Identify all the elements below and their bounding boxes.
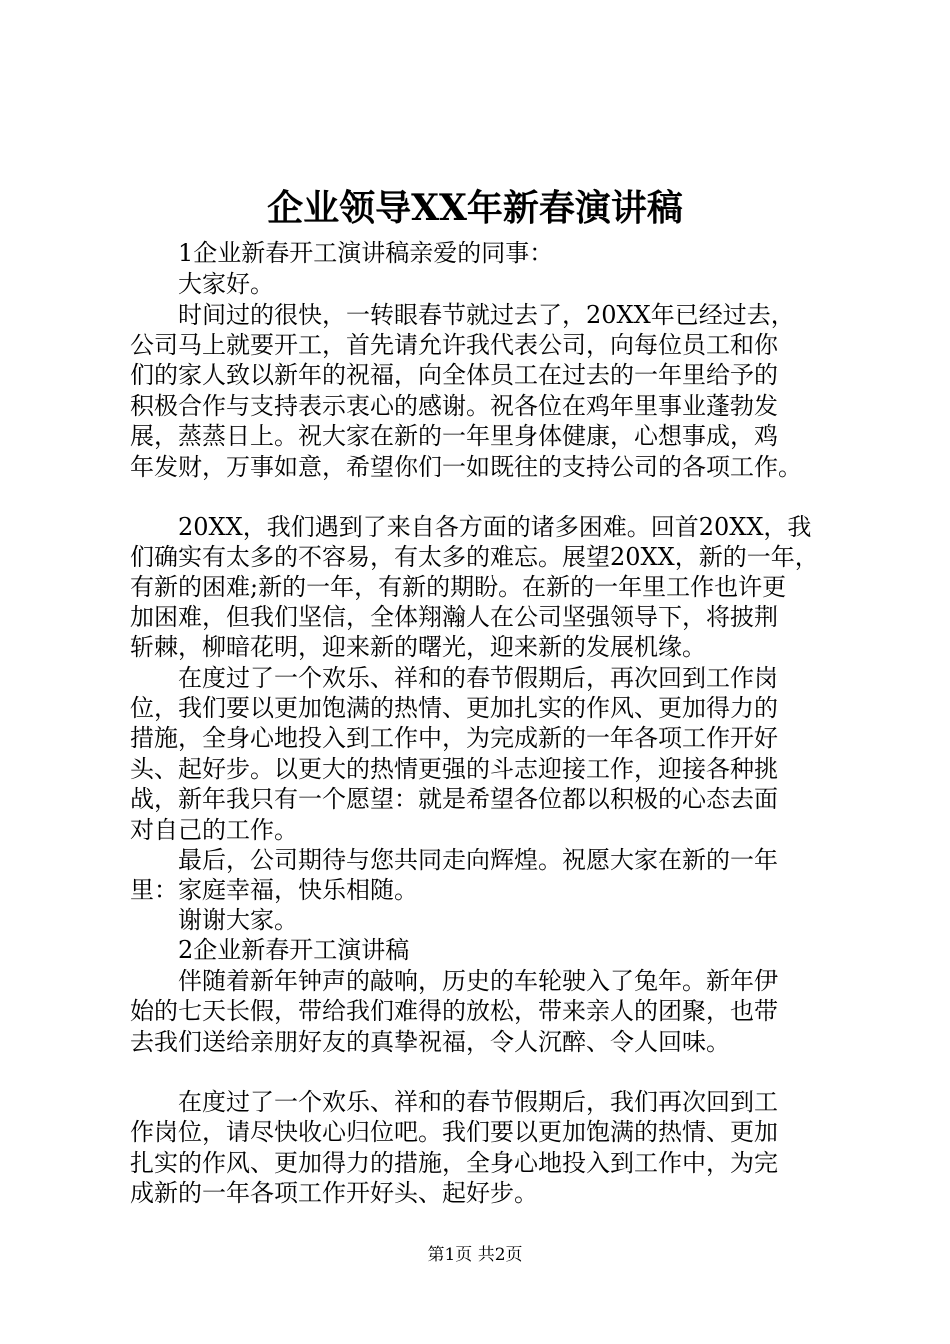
paragraph-line: 们的家人致以新年的祝福，向全体员工在过去的一年里给予的 bbox=[130, 361, 778, 389]
paragraph-line: 公司马上就要开工，首先请允许我代表公司，向每位员工和你 bbox=[130, 331, 778, 359]
paragraph-line: 最后，公司期待与您共同走向辉煌。祝愿大家在新的一年 bbox=[178, 846, 778, 874]
section-heading: 2企业新春开工演讲稿 bbox=[178, 936, 410, 964]
paragraph-line: 始的七天长假，带给我们难得的放松，带来亲人的团聚，也带 bbox=[130, 997, 778, 1025]
paragraph-line: 20XX，我们遇到了来自各方面的诸多困难。回首20XX，我 bbox=[178, 513, 812, 541]
paragraph-line: 加困难，但我们坚信，全体翔瀚人在公司坚强领导下，将披荆 bbox=[130, 603, 778, 631]
paragraph-line: 位，我们要以更加饱满的热情、更加扎实的作风、更加得力的 bbox=[130, 694, 778, 722]
paragraph-line: 对自己的工作。 bbox=[130, 816, 298, 844]
page-number: 第1页 共2页 bbox=[427, 1245, 523, 1265]
paragraph-line: 展，蒸蒸日上。祝大家在新的一年里身体健康，心想事成，鸡 bbox=[130, 422, 778, 450]
paragraph-line: 年发财，万事如意，希望你们一如既往的支持公司的各项工作。 bbox=[130, 453, 802, 481]
paragraph-line: 们确实有太多的不容易，有太多的难忘。展望20XX，新的一年， bbox=[130, 543, 819, 571]
paragraph-line: 扎实的作风、更加得力的措施，全身心地投入到工作中，为完 bbox=[130, 1149, 778, 1177]
paragraph-line: 战，新年我只有一个愿望：就是希望各位都以积极的心态去面 bbox=[130, 785, 778, 813]
paragraph-line: 成新的一年各项工作开好头、起好步。 bbox=[130, 1179, 538, 1207]
paragraph-line: 有新的困难;新的一年，有新的期盼。在新的一年里工作也许更 bbox=[130, 573, 787, 601]
paragraph-line: 头、起好步。以更大的热情更强的斗志迎接工作，迎接各种挑 bbox=[130, 755, 778, 783]
section-heading: 1企业新春开工演讲稿亲爱的同事： bbox=[178, 239, 554, 267]
paragraph-line: 去我们送给亲朋好友的真挚祝福，令人沉醉、令人回味。 bbox=[130, 1028, 730, 1056]
paragraph-line: 在度过了一个欢乐、祥和的春节假期后，再次回到工作岗 bbox=[178, 664, 778, 692]
document-title: 企业领导XX年新春演讲稿 bbox=[267, 187, 683, 229]
paragraph-line: 在度过了一个欢乐、祥和的春节假期后，我们再次回到工 bbox=[178, 1088, 778, 1116]
paragraph-line: 伴随着新年钟声的敲响，历史的车轮驶入了兔年。新年伊 bbox=[178, 967, 778, 995]
paragraph-line: 斩棘，柳暗花明，迎来新的曙光，迎来新的发展机缘。 bbox=[130, 633, 706, 661]
paragraph-line: 作岗位，请尽快收心归位吧。我们要以更加饱满的热情、更加 bbox=[130, 1118, 778, 1146]
paragraph-line: 里：家庭幸福，快乐相随。 bbox=[130, 876, 418, 904]
paragraph-line: 积极合作与支持表示衷心的感谢。祝各位在鸡年里事业蓬勃发 bbox=[130, 392, 778, 420]
paragraph-line: 大家好。 bbox=[178, 270, 274, 298]
paragraph-line: 谢谢大家。 bbox=[178, 906, 298, 934]
paragraph-line: 措施，全身心地投入到工作中，为完成新的一年各项工作开好 bbox=[130, 724, 778, 752]
paragraph-line: 时间过的很快，一转眼春节就过去了，20XX年已经过去， bbox=[178, 301, 795, 329]
